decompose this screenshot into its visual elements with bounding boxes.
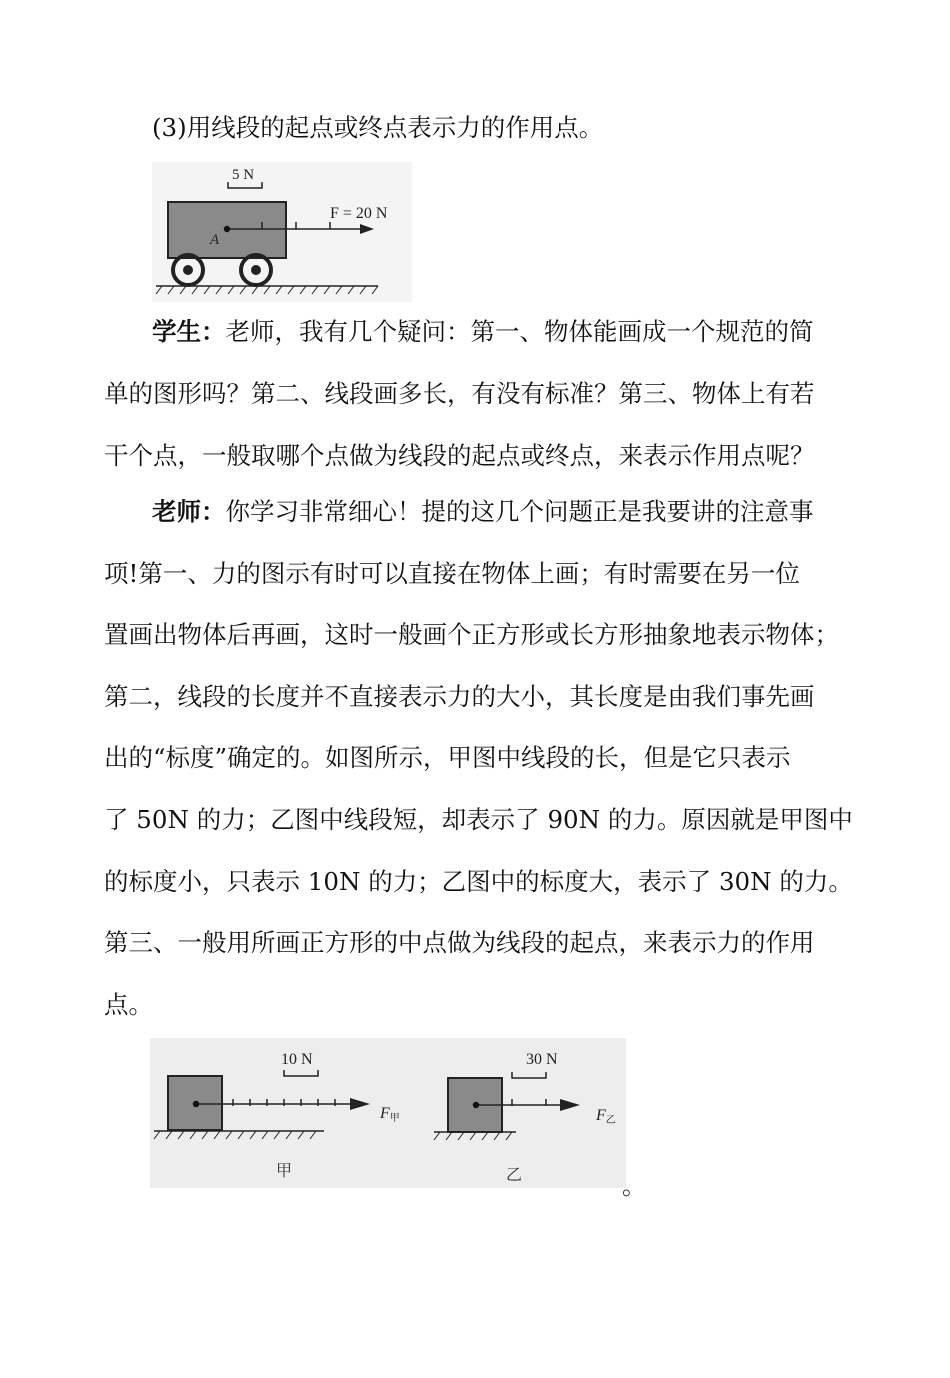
text-line-11: 的标度小，只表示 10N 的力；乙图中的标度大，表示了 30N 的力。: [104, 867, 853, 896]
text-line-8: 第二，线段的长度并不直接表示力的大小，其长度是由我们事先画: [104, 682, 815, 711]
scale-bracket-jia: [284, 1070, 318, 1076]
text-line-1: (3)用线段的起点或终点表示力的作用点。: [152, 113, 604, 142]
arrow-head: [360, 224, 374, 234]
speaker-teacher: 老师：: [152, 497, 226, 526]
scale-label-jia: 10 N: [281, 1051, 313, 1068]
text-line-7: 置画出物体后再画，这时一般画个正方形或长方形抽象地表示物体；: [104, 620, 839, 649]
cart-force-figure: [152, 162, 412, 302]
text-line-2: 学生：老师，我有几个疑问：第一、物体能画成一个规范的简: [152, 317, 814, 346]
text-line-10: 了 50N 的力；乙图中线段短，却表示了 90N 的力。原因就是甲图中: [104, 805, 853, 834]
arrow-head-jia: [350, 1098, 370, 1110]
text-line-13: 点。: [104, 990, 153, 1019]
scale-label: 5 N: [232, 167, 255, 183]
text-line-9: 出的“标度”确定的。如图所示，甲图中线段的长，但是它只表示: [104, 743, 791, 772]
caption-jia: 甲: [276, 1163, 293, 1180]
text-line-4: 干个点，一般取哪个点做为线段的起点或终点，来表示作用点呢？: [104, 441, 815, 470]
arrow-head-yi: [560, 1099, 580, 1111]
force-label: F = 20 N: [330, 205, 388, 222]
scale-bracket-yi: [512, 1072, 546, 1078]
speaker-student: 学生：: [152, 317, 226, 346]
figure-yi: [434, 1051, 616, 1184]
force-comparison-figure: [150, 1038, 626, 1188]
text-line-3: 单的图形吗？第二、线段画多长，有没有标准？第三、物体上有若: [104, 379, 815, 408]
figure-jia: [154, 1051, 400, 1180]
tail-period: 。: [622, 1172, 646, 1200]
force-label-yi: F乙: [596, 1107, 616, 1126]
text-line-6: 项!第一、力的图示有时可以直接在物体上画；有时需要在另一位: [104, 559, 800, 588]
point-a: [224, 226, 230, 232]
caption-yi: 乙: [506, 1167, 523, 1184]
text-line-5: 老师：你学习非常细心！提的这几个问题正是我要讲的注意事: [152, 497, 814, 526]
force-label-jia: F甲: [380, 1105, 400, 1124]
scale-label-yi: 30 N: [526, 1051, 558, 1068]
text-line-12: 第三、一般用所画正方形的中点做为线段的起点，来表示力的作用: [104, 928, 815, 957]
point-label: A: [210, 232, 220, 248]
